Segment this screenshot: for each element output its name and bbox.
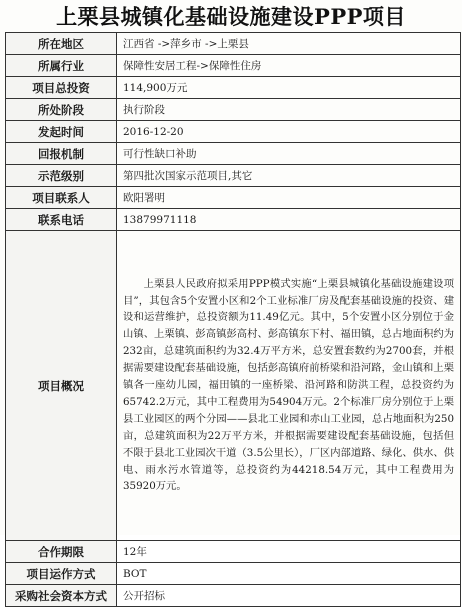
project-info-table: [5, 32, 461, 607]
row-value: 江西省 ->萍乡市 ->上栗县: [117, 33, 461, 55]
row-value: 执行阶段: [117, 99, 461, 121]
table-row-start-date: [6, 121, 461, 143]
row-label: 联系电话: [6, 209, 117, 231]
row-value: 欧阳署明: [117, 187, 461, 209]
table-row-industry: [6, 55, 461, 77]
row-value: 公开招标: [117, 585, 461, 607]
row-value: 保障性安居工程->保障性住房: [117, 55, 461, 77]
row-label: 示范级别: [6, 165, 117, 187]
table-row-procurement: [6, 585, 461, 607]
row-label: 项目概况: [6, 231, 117, 541]
table-row-operation-mode: [6, 563, 461, 585]
row-value: 可行性缺口补助: [117, 143, 461, 165]
row-value: 12年: [117, 541, 461, 563]
row-label: 回报机制: [6, 143, 117, 165]
table-row-contact: [6, 187, 461, 209]
row-value: 114,900万元: [117, 77, 461, 99]
row-label: 合作期限: [6, 541, 117, 563]
row-label: 项目总投资: [6, 77, 117, 99]
row-label: 所处阶段: [6, 99, 117, 121]
table-row-demo-level: [6, 165, 461, 187]
row-label: 项目运作方式: [6, 563, 117, 585]
page-title: 上栗县城镇化基础设施建设PPP项目: [56, 4, 406, 29]
row-value: 2016-12-20: [117, 121, 461, 143]
row-label: 所属行业: [6, 55, 117, 77]
table-row-stage: [6, 99, 461, 121]
row-value: BOT: [117, 563, 461, 585]
table-row-term: [6, 541, 461, 563]
row-value: 13879971118: [117, 209, 461, 231]
row-label: 发起时间: [6, 121, 117, 143]
row-label: 采购社会资本方式: [6, 585, 117, 607]
table-row-region: [6, 33, 461, 55]
table-row-overview: [6, 231, 461, 541]
row-value: 第四批次国家示范项目,其它: [117, 165, 461, 187]
table-row-phone: [6, 209, 461, 231]
row-label: 项目联系人: [6, 187, 117, 209]
overview-text: 上栗县人民政府拟采用PPP模式实施“上栗县城镇化基础设施建设项目”，其包含5个安置小区和2个工业标准厂房及配套基础设施的投资、建设和运营维护，总投资额为11.49亿元。其中，5个安置小区分别位于金山镇、上栗镇、彭高镇彭高村、彭高镇东下村、福田镇，总占地面积约为232亩，总建筑面积约为32.4万平方米，总安置套数约为2700套，并根据需要建设配套基础设施，包括彭高镇府前桥梁和沿河路，金山镇和上栗镇各一座幼儿园，福田镇的一座桥梁、沿河路和防洪工程，总投资约为65742.2万元，其中工程费用为54904万元。2个标准厂房分别位于上栗县工业园区的两个分园——县北工业园和赤山工业园，总占地面积为250亩，总建筑面积为22万平方米，并根据需要建设配套基础设施，包括但不限于县北工业园次干道（3.5公里长），厂区内部道路、绿化、供水、供电、雨水污水管道等，总投资约为44218.54万元，其中工程费用为35920万元。: [117, 231, 461, 541]
table-row-return-mechanism: [6, 143, 461, 165]
table-row-total-investment: [6, 77, 461, 99]
row-label: 所在地区: [6, 33, 117, 55]
